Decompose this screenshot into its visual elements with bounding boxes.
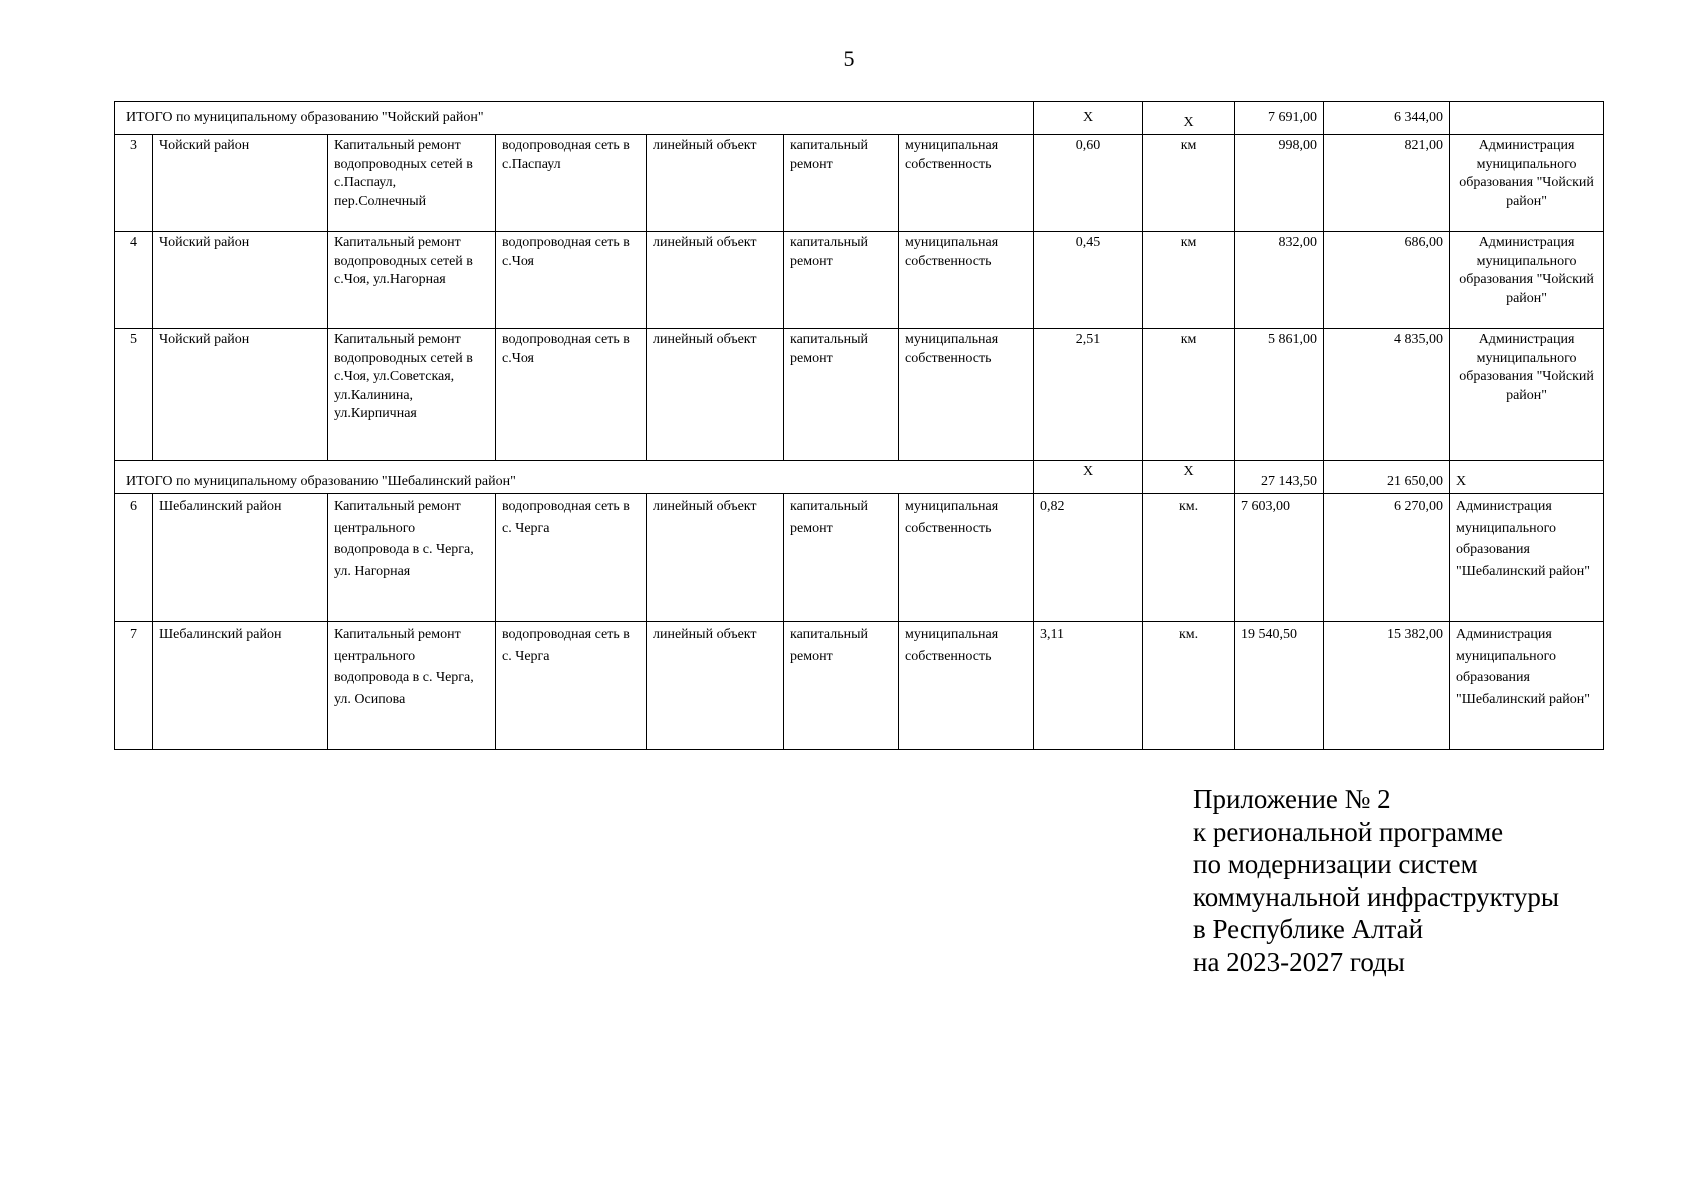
- district-cell: Чойский район: [153, 329, 328, 461]
- capacity-cell: 0,60: [1034, 135, 1143, 232]
- work-name-cell: Капитальный ремонт водопроводных сетей в с.Чоя, ул.Нагорная: [328, 232, 496, 329]
- object-type-cell: линейный объект: [647, 135, 784, 232]
- executor-cell: Администрация муниципального образования "Чойский район": [1450, 329, 1604, 461]
- work-type-cell: капитальный ремонт: [784, 494, 899, 622]
- row-number: 5: [115, 329, 153, 461]
- table-row: [115, 494, 1604, 622]
- object-name-cell: водопроводная сеть в с. Черга: [496, 494, 647, 622]
- work-type-cell: капитальный ремонт: [784, 622, 899, 750]
- appendix-line: к региональной программе: [1193, 816, 1504, 847]
- total-capacity: Х: [1034, 102, 1143, 135]
- row-number: 4: [115, 232, 153, 329]
- total-cost: 7 691,00: [1235, 102, 1324, 135]
- unit-cell: км.: [1143, 622, 1235, 750]
- work-name-cell: Капитальный ремонт водопроводных сетей в с.Чоя, ул.Советская, ул.Калинина, ул.Кирпичная: [328, 329, 496, 461]
- fund-cell: 686,00: [1324, 232, 1450, 329]
- ownership-cell: муниципальная собственность: [899, 329, 1034, 461]
- appendix-note: [1193, 783, 1559, 978]
- unit-cell: км: [1143, 232, 1235, 329]
- district-cell: Чойский район: [153, 232, 328, 329]
- row-number: 7: [115, 622, 153, 750]
- cost-cell: 19 540,50: [1235, 622, 1324, 750]
- district-cell: Чойский район: [153, 135, 328, 232]
- appendix-line: Приложение № 2: [1193, 784, 1391, 814]
- object-type-cell: линейный объект: [647, 232, 784, 329]
- capacity-cell: 0,82: [1034, 494, 1143, 622]
- total-unit: Х: [1143, 102, 1235, 135]
- executor-cell: Администрация муниципального образования "Чойский район": [1450, 232, 1604, 329]
- object-type-cell: линейный объект: [647, 329, 784, 461]
- table-row: [115, 135, 1604, 232]
- total-unit: Х: [1143, 461, 1235, 494]
- row-number: 6: [115, 494, 153, 622]
- cost-cell: 7 603,00: [1235, 494, 1324, 622]
- object-name-cell: водопроводная сеть в с.Паспаул: [496, 135, 647, 232]
- work-name-cell: Капитальный ремонт водопроводных сетей в с.Паспаул, пер.Солнечный: [328, 135, 496, 232]
- total-cost: 27 143,50: [1235, 461, 1324, 494]
- row-number: 3: [115, 135, 153, 232]
- fund-cell: 821,00: [1324, 135, 1450, 232]
- unit-cell: км: [1143, 135, 1235, 232]
- executor-cell: Администрация муниципального образования "Шебалинский район": [1450, 494, 1604, 622]
- capacity-cell: 0,45: [1034, 232, 1143, 329]
- district-cell: Шебалинский район: [153, 622, 328, 750]
- ownership-cell: муниципальная собственность: [899, 622, 1034, 750]
- page-number: 5: [843, 46, 855, 71]
- object-type-cell: линейный объект: [647, 494, 784, 622]
- work-name-cell: Капитальный ремонт центрального водопровода в с. Черга, ул. Нагорная: [328, 494, 496, 622]
- work-name-cell: Капитальный ремонт центрального водопровода в с. Черга, ул. Осипова: [328, 622, 496, 750]
- executor-cell: Администрация муниципального образования "Чойский район": [1450, 135, 1604, 232]
- total-label: ИТОГО по муниципальному образованию "Чойский район": [115, 102, 1034, 135]
- work-type-cell: капитальный ремонт: [784, 329, 899, 461]
- object-name-cell: водопроводная сеть в с.Чоя: [496, 329, 647, 461]
- appendix-line: на 2023-2027 годы: [1193, 946, 1405, 977]
- unit-cell: км.: [1143, 494, 1235, 622]
- object-name-cell: водопроводная сеть в с.Чоя: [496, 232, 647, 329]
- appendix-line: коммунальной инфраструктуры: [1193, 881, 1559, 912]
- total-row: [115, 461, 1604, 494]
- fund-cell: 4 835,00: [1324, 329, 1450, 461]
- total-capacity: Х: [1034, 461, 1143, 494]
- table-row: [115, 622, 1604, 750]
- ownership-cell: муниципальная собственность: [899, 494, 1034, 622]
- capacity-cell: 2,51: [1034, 329, 1143, 461]
- appendix-line: по модернизации систем: [1193, 849, 1478, 879]
- projects-table: [114, 101, 1604, 750]
- total-label: ИТОГО по муниципальному образованию "Шебалинский район": [115, 461, 1034, 494]
- cost-cell: 832,00: [1235, 232, 1324, 329]
- work-type-cell: капитальный ремонт: [784, 232, 899, 329]
- district-cell: Шебалинский район: [153, 494, 328, 622]
- appendix-line: в Республике Алтай: [1193, 914, 1424, 944]
- fund-cell: 15 382,00: [1324, 622, 1450, 750]
- cost-cell: 998,00: [1235, 135, 1324, 232]
- ownership-cell: муниципальная собственность: [899, 135, 1034, 232]
- executor-cell: Администрация муниципального образования "Шебалинский район": [1450, 622, 1604, 750]
- total-fund: 21 650,00: [1324, 461, 1450, 494]
- total-executor: [1450, 102, 1604, 135]
- work-type-cell: капитальный ремонт: [784, 135, 899, 232]
- total-fund: 6 344,00: [1324, 102, 1450, 135]
- unit-cell: км: [1143, 329, 1235, 461]
- total-executor: Х: [1450, 461, 1604, 494]
- fund-cell: 6 270,00: [1324, 494, 1450, 622]
- table-row: [115, 329, 1604, 461]
- table-row: [115, 232, 1604, 329]
- total-row: [115, 102, 1604, 135]
- cost-cell: 5 861,00: [1235, 329, 1324, 461]
- object-name-cell: водопроводная сеть в с. Черга: [496, 622, 647, 750]
- object-type-cell: линейный объект: [647, 622, 784, 750]
- ownership-cell: муниципальная собственность: [899, 232, 1034, 329]
- capacity-cell: 3,11: [1034, 622, 1143, 750]
